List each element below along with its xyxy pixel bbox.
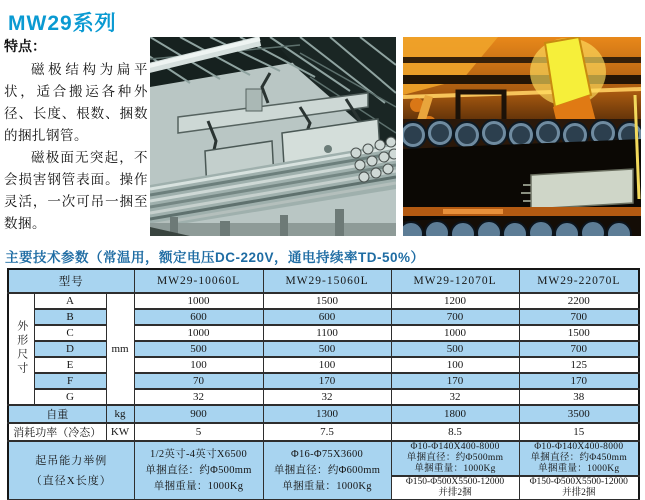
dim-label-G: G	[34, 389, 106, 405]
capacity-cell-2	[263, 441, 391, 500]
dim-label-A: A	[34, 293, 106, 309]
dim-E-value-1: 100	[134, 357, 263, 373]
model-name-4: MW29-22070L	[519, 269, 639, 293]
capacity-cell-3-lower-line2: 并排2捆	[438, 488, 472, 498]
power-value-1: 5	[134, 423, 263, 441]
capacity-cell-3-upper-line2: 单捆直径：约Φ500mm	[406, 453, 504, 463]
weight-value-3: 1800	[391, 405, 519, 423]
capacity-cell-3-upper-line3: 单捆重量：1000Kg	[414, 464, 496, 474]
dim-E-value-3: 100	[391, 357, 519, 373]
capacity-cell-1	[134, 441, 263, 500]
dim-E-value-2: 100	[263, 357, 391, 373]
weight-value-2: 1300	[263, 405, 391, 423]
dim-label-E: E	[34, 357, 106, 373]
dim-D-value-1: 500	[134, 341, 263, 357]
dim-E-value-4: 125	[519, 357, 639, 373]
capacity-cell-3-upper	[391, 441, 519, 476]
section-title: 主要技术参数（常温用，额定电压DC-220V，通电持续率TD-50%）	[5, 250, 425, 265]
power-unit: KW	[106, 423, 134, 441]
dim-B-value-1: 600	[134, 309, 263, 325]
factory-crane-illustration	[150, 37, 396, 236]
dimension-group-label: 外形尺寸	[15, 319, 28, 376]
power-value-2: 7.5	[263, 423, 391, 441]
dim-unit: mm	[106, 293, 134, 405]
features-paragraph-2: 磁极面无突起，不会损害钢管表面。操作灵活，一次可吊一捆至数捆。	[4, 150, 148, 231]
capacity-cell-2-line3: 单捆重量：1000Kg	[282, 480, 372, 492]
capacity-cell-2-line1: Φ16-Φ75X3600	[291, 448, 364, 460]
capacity-label	[8, 441, 134, 500]
weight-label: 自重	[8, 405, 106, 423]
capacity-cell-4-upper-line3: 单捆重量：1000Kg	[538, 464, 620, 474]
capacity-cell-4-upper	[519, 441, 639, 476]
weight-value-4: 3500	[519, 405, 639, 423]
capacity-cell-2-line2: 单捆直径：约Φ600mm	[273, 464, 381, 476]
dim-C-value-4: 1500	[519, 325, 639, 341]
capacity-cell-4-lower-line2: 并排2捆	[562, 488, 596, 498]
spec-table	[7, 268, 640, 500]
dim-A-value-1: 1000	[134, 293, 263, 309]
features-heading: 特点：	[4, 38, 46, 54]
features-block	[4, 36, 148, 235]
capacity-cell-3-lower-line1: Φ150-Φ500X5500-12000	[405, 477, 505, 487]
dim-A-value-3: 1200	[391, 293, 519, 309]
dim-A-value-4: 2200	[519, 293, 639, 309]
power-label: 消耗功率（冷态）	[8, 423, 106, 441]
model-name-1: MW29-10060L	[134, 269, 263, 293]
capacity-cell-1-line2: 单捆直径：约Φ500mm	[145, 464, 252, 476]
page-title: MW29系列	[8, 12, 117, 35]
dim-label-B: B	[34, 309, 106, 325]
dim-label-D: D	[34, 341, 106, 357]
capacity-label-line1: 起吊能力举例	[35, 454, 108, 467]
weight-unit: kg	[106, 405, 134, 423]
dim-G-value-3: 32	[391, 389, 519, 405]
dimension-group-cell	[8, 293, 34, 405]
dim-B-value-2: 600	[263, 309, 391, 325]
dim-B-value-4: 700	[519, 309, 639, 325]
dim-D-value-2: 500	[263, 341, 391, 357]
photo-hot-mill-pipes	[403, 37, 641, 236]
dim-A-value-2: 1500	[263, 293, 391, 309]
power-value-4: 15	[519, 423, 639, 441]
model-header-label: 型号	[8, 269, 134, 293]
dim-label-C: C	[34, 325, 106, 341]
capacity-cell-4-upper-line1: Φ10-Φ140X400-8000	[534, 442, 624, 452]
capacity-cell-4-lower	[519, 476, 639, 500]
model-name-2: MW29-15060L	[263, 269, 391, 293]
dim-C-value-3: 1000	[391, 325, 519, 341]
dim-C-value-1: 1000	[134, 325, 263, 341]
capacity-cell-4-upper-line2: 单捆直径：约Φ450mm	[530, 453, 628, 463]
dim-C-value-2: 1100	[263, 325, 391, 341]
dim-D-value-3: 500	[391, 341, 519, 357]
capacity-label-line2: （直径X长度）	[30, 474, 112, 487]
photo-factory-crane	[150, 37, 396, 236]
capacity-cell-1-line1: 1/2英寸-4英寸X6500	[150, 448, 247, 460]
capacity-cell-3-lower	[391, 476, 519, 500]
weight-value-1: 900	[134, 405, 263, 423]
capacity-cell-3-upper-line1: Φ10-Φ140X400-8000	[410, 442, 500, 452]
dim-D-value-4: 700	[519, 341, 639, 357]
dim-G-value-4: 38	[519, 389, 639, 405]
dim-G-value-2: 32	[263, 389, 391, 405]
model-name-3: MW29-12070L	[391, 269, 519, 293]
dim-F-value-2: 170	[263, 373, 391, 389]
capacity-cell-4-lower-line1: Φ150-Φ500X5500-12000	[529, 477, 628, 487]
dim-F-value-1: 70	[134, 373, 263, 389]
dim-B-value-3: 700	[391, 309, 519, 325]
hot-mill-illustration	[403, 37, 641, 236]
power-value-3: 8.5	[391, 423, 519, 441]
dim-G-value-1: 32	[134, 389, 263, 405]
dim-label-F: F	[34, 373, 106, 389]
dim-F-value-4: 170	[519, 373, 639, 389]
features-paragraph-1: 磁极结构为扁平状，适合搬运各种外径、长度、根数、捆数的捆扎钢管。	[4, 62, 148, 143]
dim-F-value-3: 170	[391, 373, 519, 389]
capacity-cell-1-line3: 单捆重量：1000Kg	[153, 480, 244, 492]
